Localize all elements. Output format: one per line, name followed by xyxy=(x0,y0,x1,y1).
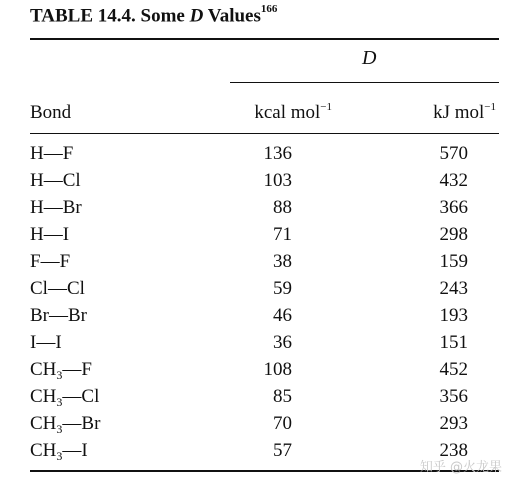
kj-cell: 151 xyxy=(439,332,468,353)
bond-cell xyxy=(30,359,92,381)
kcal-cell: 38 xyxy=(273,251,292,272)
bond-cell: H—Br xyxy=(30,197,82,218)
kcal-cell: 103 xyxy=(263,170,292,191)
kj-cell: 293 xyxy=(439,413,468,434)
kj-cell: 356 xyxy=(439,386,468,407)
bond-cell: H—Cl xyxy=(30,170,81,191)
column-header-bond: Bond xyxy=(30,102,72,123)
kj-cell: 238 xyxy=(439,440,468,461)
table-row xyxy=(0,143,516,170)
kcal-cell: 85 xyxy=(273,386,292,407)
group-header-d: D xyxy=(362,47,377,69)
kcal-cell: 108 xyxy=(263,359,292,380)
table-row xyxy=(0,224,516,251)
column-header-kj xyxy=(433,102,496,124)
bond-formula-subscript: 3 xyxy=(56,368,63,382)
bond-formula-subscript: 3 xyxy=(56,395,63,409)
bond-formula-rest: —Cl xyxy=(62,386,100,407)
kcal-cell: 70 xyxy=(273,413,292,434)
kj-cell: 452 xyxy=(439,359,468,380)
kcal-cell: 46 xyxy=(273,305,292,326)
bond-formula-main: CH xyxy=(30,440,57,461)
bond-formula-main: CH xyxy=(30,386,57,407)
watermark: 知乎 @火龙果 xyxy=(419,460,502,475)
kj-cell: 570 xyxy=(439,143,468,164)
bond-formula-rest: —F xyxy=(62,359,92,380)
table-row xyxy=(0,197,516,224)
bond-formula-subscript: 3 xyxy=(56,422,63,436)
top-rule xyxy=(30,38,499,40)
group-header-rule xyxy=(230,82,499,83)
kcal-cell: 136 xyxy=(263,143,292,164)
table-title-symbol: D xyxy=(189,5,204,27)
table-row xyxy=(0,278,516,305)
header-rule xyxy=(30,133,499,134)
table-row xyxy=(0,386,516,413)
kj-cell: 193 xyxy=(439,305,468,326)
kj-cell: 243 xyxy=(439,278,468,299)
bond-cell: F—F xyxy=(30,251,71,272)
bond-cell: I—I xyxy=(30,332,62,353)
kj-cell: 432 xyxy=(439,170,468,191)
bond-formula-rest: —I xyxy=(62,440,88,461)
table-title-reference: 166 xyxy=(260,3,278,15)
bond-cell: Cl—Cl xyxy=(30,278,85,299)
kcal-cell: 59 xyxy=(273,278,292,299)
table-title xyxy=(30,5,277,27)
bond-cell xyxy=(30,386,99,408)
column-header-kj-unit: kJ mol xyxy=(433,102,485,123)
bond-cell xyxy=(30,413,100,435)
table-row xyxy=(0,359,516,386)
kj-cell: 366 xyxy=(439,197,468,218)
kcal-cell: 71 xyxy=(273,224,292,245)
table-title-prefix: TABLE 14.4. Some xyxy=(30,5,190,27)
kj-cell: 298 xyxy=(439,224,468,245)
bond-cell: Br—Br xyxy=(30,305,87,326)
kj-cell: 159 xyxy=(439,251,468,272)
column-header-kcal xyxy=(254,102,332,124)
column-header-kcal-exponent: −1 xyxy=(320,101,332,113)
bond-formula-main: CH xyxy=(30,413,57,434)
kcal-cell: 36 xyxy=(273,332,292,353)
bond-cell xyxy=(30,440,88,462)
kcal-cell: 57 xyxy=(273,440,292,461)
bond-cell: H—I xyxy=(30,224,70,245)
table-title-suffix: Values xyxy=(203,5,261,27)
column-header-kcal-unit: kcal mol xyxy=(254,102,321,123)
table-row xyxy=(0,305,516,332)
bond-formula-subscript: 3 xyxy=(56,449,63,463)
bond-formula-rest: —Br xyxy=(62,413,101,434)
table-row xyxy=(0,170,516,197)
table-row xyxy=(0,332,516,359)
table-row xyxy=(0,251,516,278)
column-header-kj-exponent: −1 xyxy=(484,101,496,113)
bond-cell: H—F xyxy=(30,143,74,164)
bond-formula-main: CH xyxy=(30,359,57,380)
table-row xyxy=(0,413,516,440)
kcal-cell: 88 xyxy=(273,197,292,218)
